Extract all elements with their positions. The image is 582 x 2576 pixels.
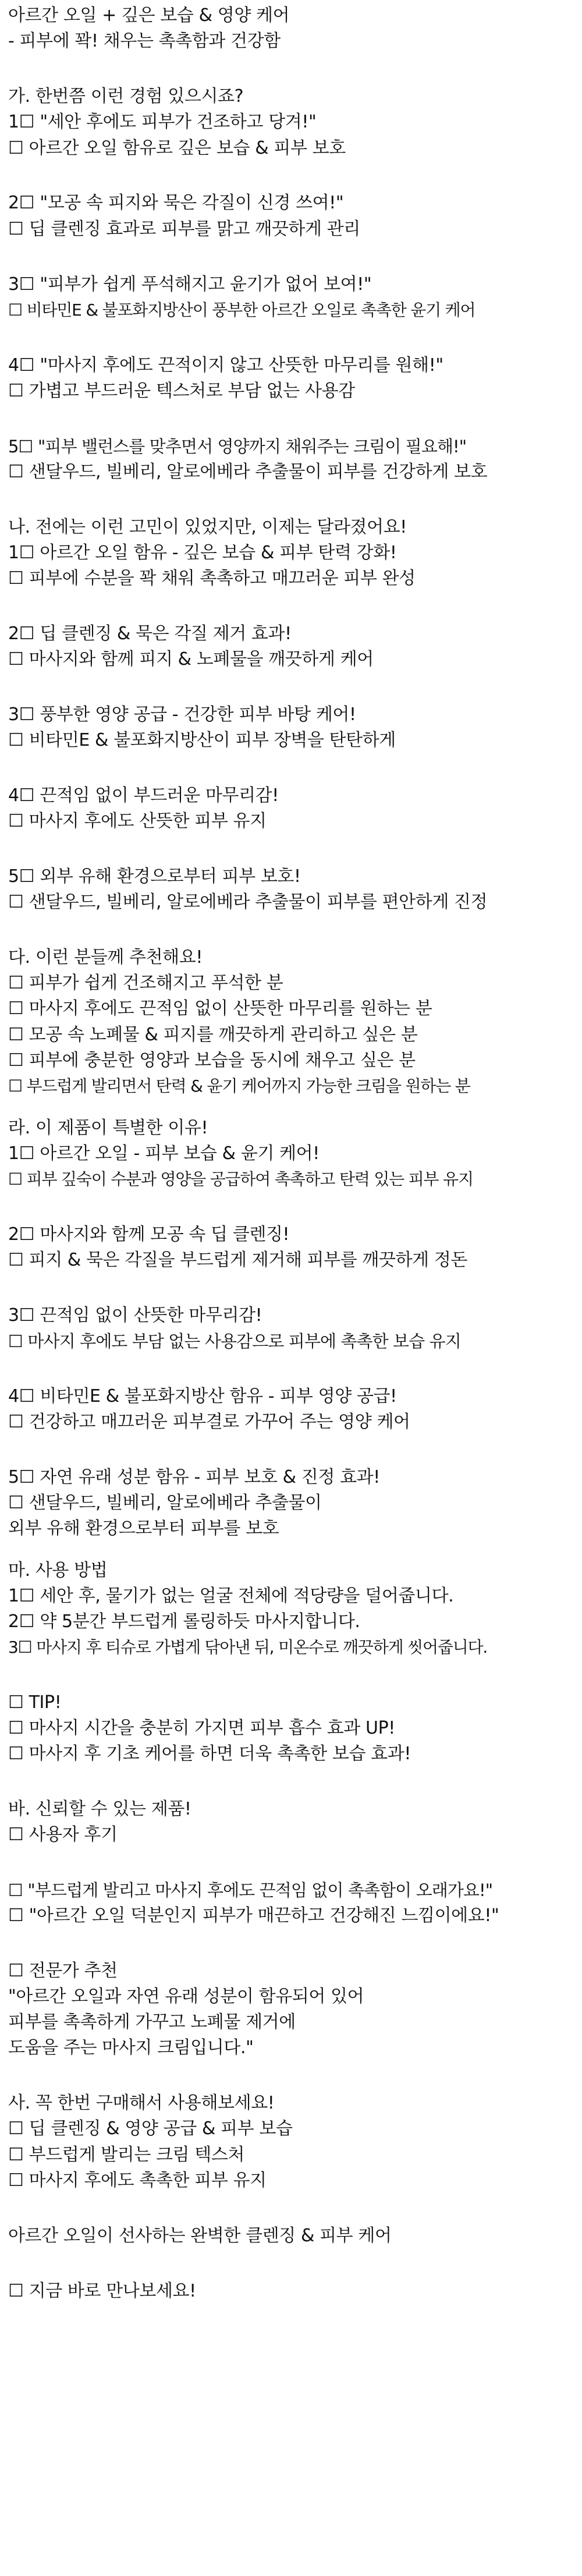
text-line: 2☐ 약 5분간 부드럽게 롤링하듯 마사지합니다.: [8, 1611, 360, 1632]
text-line: ☐ 샌달우드, 빌베리, 알로에베라 추출물이: [8, 1493, 322, 1513]
text-line: 1☐ 아르간 오일 함유 - 깊은 보습 & 피부 탄력 강화!: [8, 543, 397, 563]
text-line: "아르간 오일과 자연 유래 성분이 함유되어 있어: [8, 1986, 364, 2007]
text-line: 5☐ 외부 유해 환경으로부터 피부 보호!: [8, 866, 301, 887]
section-heading-ra: 라. 이 제품이 특별한 이유!: [8, 1118, 208, 1138]
text-line: ☐ 건강하고 매끄러운 피부결로 가꾸어 주는 영양 케어: [8, 1412, 410, 1432]
text-line: ☐ 피부에 충분한 영양과 보습을 동시에 채우고 싶은 분: [8, 1050, 416, 1071]
text-line: 4☐ "마사지 후에도 끈적이지 않고 산뜻한 마무리를 원해!": [8, 355, 443, 375]
text-line: ☐ 딥 클렌징 효과로 피부를 맑고 깨끗하게 관리: [8, 219, 360, 239]
text-line: ☐ 마사지 시간을 충분히 가지면 피부 흡수 효과 UP!: [8, 1718, 395, 1738]
text-line: ☐ 모공 속 노폐물 & 피지를 깨끗하게 관리하고 싶은 분: [8, 1025, 418, 1045]
text-line: ☐ 사용자 후기: [8, 1824, 118, 1845]
text-line: ☐ 아르간 오일 함유로 깊은 보습 & 피부 보호: [8, 138, 346, 158]
text-line: ☐ 피부에 수분을 꽉 채워 촉촉하고 매끄러운 피부 완성: [8, 568, 416, 589]
text-line: ☐ 마사지 후에도 끈적임 없이 산뜻한 마무리를 원하는 분: [8, 998, 432, 1019]
text-line: 1☐ "세안 후에도 피부가 건조하고 당겨!": [8, 112, 317, 132]
text-line: ☐ 마사지 후 기초 케어를 하면 더욱 촉촉한 보습 효과!: [8, 1744, 411, 1764]
text-line: 2☐ 딥 클렌징 & 묵은 각질 제거 효과!: [8, 623, 292, 644]
text-line: 1☐ 아르간 오일 - 피부 보습 & 윤기 케어!: [8, 1143, 320, 1164]
text-line: 도움을 주는 마사지 크림입니다.": [8, 2038, 254, 2058]
text-line: 5☐ "피부 밸런스를 맞추면서 영양까지 채워주는 크림이 필요해!": [8, 437, 467, 456]
section-heading-na: 나. 전에는 이런 고민이 있었지만, 이제는 달라졌어요!: [8, 517, 407, 537]
text-line: ☐ 마사지 후에도 부담 없는 사용감으로 피부에 촉촉한 보습 유지: [8, 1331, 461, 1351]
text-line: 3☐ 풍부한 영양 공급 - 건강한 피부 바탕 케어!: [8, 704, 356, 725]
section-heading-ga: 가. 한번쯤 이런 경험 있으시죠?: [8, 86, 244, 107]
text-line: 5☐ 자연 유래 성분 함유 - 피부 보호 & 진정 효과!: [8, 1467, 380, 1487]
section-heading-ba: 바. 신뢰할 수 있는 제품!: [8, 1799, 191, 1819]
text-line: ☐ 딥 클렌징 & 영양 공급 & 피부 보습: [8, 2118, 293, 2139]
text-line: 2☐ 마사지와 함께 모공 속 딥 클렌징!: [8, 1224, 290, 1245]
text-line: 외부 유해 환경으로부터 피부를 보호: [8, 1518, 279, 1539]
text-line: ☐ TIP!: [8, 1692, 62, 1713]
subheadline: - 피부에 꽉! 채우는 촉촉함과 건강함: [8, 31, 281, 51]
call-to-action-line: ☐ 지금 바로 만나보세요!: [8, 2281, 196, 2301]
text-line: ☐ 피부가 쉽게 건조해지고 푸석한 분: [8, 973, 283, 993]
text-line: 3☐ 마사지 후 티슈로 가볍게 닦아낸 뒤, 미온수로 깨끗하게 씻어줍니다.: [8, 1638, 488, 1657]
section-heading-sa: 사. 꼭 한번 구매해서 사용해보세요!: [8, 2093, 275, 2113]
text-line: ☐ 가볍고 부드러운 텍스처로 부담 없는 사용감: [8, 381, 355, 401]
text-line: ☐ 비타민E & 불포화지방산이 풍부한 아르간 오일로 촉촉한 윤기 케어: [8, 300, 475, 320]
text-line: ☐ 부드럽게 발리는 크림 텍스처: [8, 2145, 244, 2165]
text-line: 3☐ 끈적임 없이 산뜻한 마무리감!: [8, 1305, 262, 1326]
text-line: ☐ "부드럽게 발리고 마사지 후에도 끈적임 없이 촉촉함이 오래가요!": [8, 1880, 493, 1900]
text-line: ☐ 마사지 후에도 촉촉한 피부 유지: [8, 2170, 267, 2191]
text-line: 피부를 촉촉하게 가꾸고 노폐물 제거에: [8, 2012, 296, 2032]
text-line: 4☐ 끈적임 없이 부드러운 마무리감!: [8, 785, 279, 806]
text-line: ☐ 마사지와 함께 피지 & 노폐물을 깨끗하게 케어: [8, 649, 374, 669]
text-line: ☐ "아르간 오일 덕분인지 피부가 매끈하고 건강해진 느낌이에요!": [8, 1905, 499, 1926]
section-heading-ma: 마. 사용 방법: [8, 1560, 108, 1581]
text-line: ☐ 전문가 추천: [8, 1961, 118, 1981]
text-line: 2☐ "모공 속 피지와 묵은 각질이 신경 쓰여!": [8, 193, 344, 213]
text-line: 4☐ 비타민E & 불포화지방산 함유 - 피부 영양 공급!: [8, 1386, 397, 1406]
text-line: ☐ 비타민E & 불포화지방산이 피부 장벽을 탄탄하게: [8, 730, 396, 750]
text-line: ☐ 샌달우드, 빌베리, 알로에베라 추출물이 피부를 편안하게 진정: [8, 892, 488, 912]
text-line: ☐ 피부 깊숙이 수분과 영양을 공급하여 촉촉하고 탄력 있는 피부 유지: [8, 1170, 473, 1189]
text-line: ☐ 마사지 후에도 산뜻한 피부 유지: [8, 811, 267, 831]
text-line: ☐ 샌달우드, 빌베리, 알로에베라 추출물이 피부를 건강하게 보호: [8, 462, 488, 482]
section-heading-da: 다. 이런 분들께 추천해요!: [8, 947, 203, 968]
text-line: ☐ 피지 & 묵은 각질을 부드럽게 제거해 피부를 깨끗하게 정돈: [8, 1250, 468, 1270]
text-line: ☐ 부드럽게 발리면서 탄력 & 윤기 케어까지 가능한 크림을 원하는 분: [8, 1076, 470, 1096]
headline: 아르간 오일 + 깊은 보습 & 영양 케어: [8, 5, 290, 26]
text-line: 3☐ "피부가 쉽게 푸석해지고 윤기가 없어 보여!": [8, 274, 372, 295]
text-line: 1☐ 세안 후, 물기가 없는 얼굴 전체에 적당량을 덜어줍니다.: [8, 1586, 454, 1606]
closing-line: 아르간 오일이 선사하는 완벽한 클렌징 & 피부 케어: [8, 2226, 392, 2246]
